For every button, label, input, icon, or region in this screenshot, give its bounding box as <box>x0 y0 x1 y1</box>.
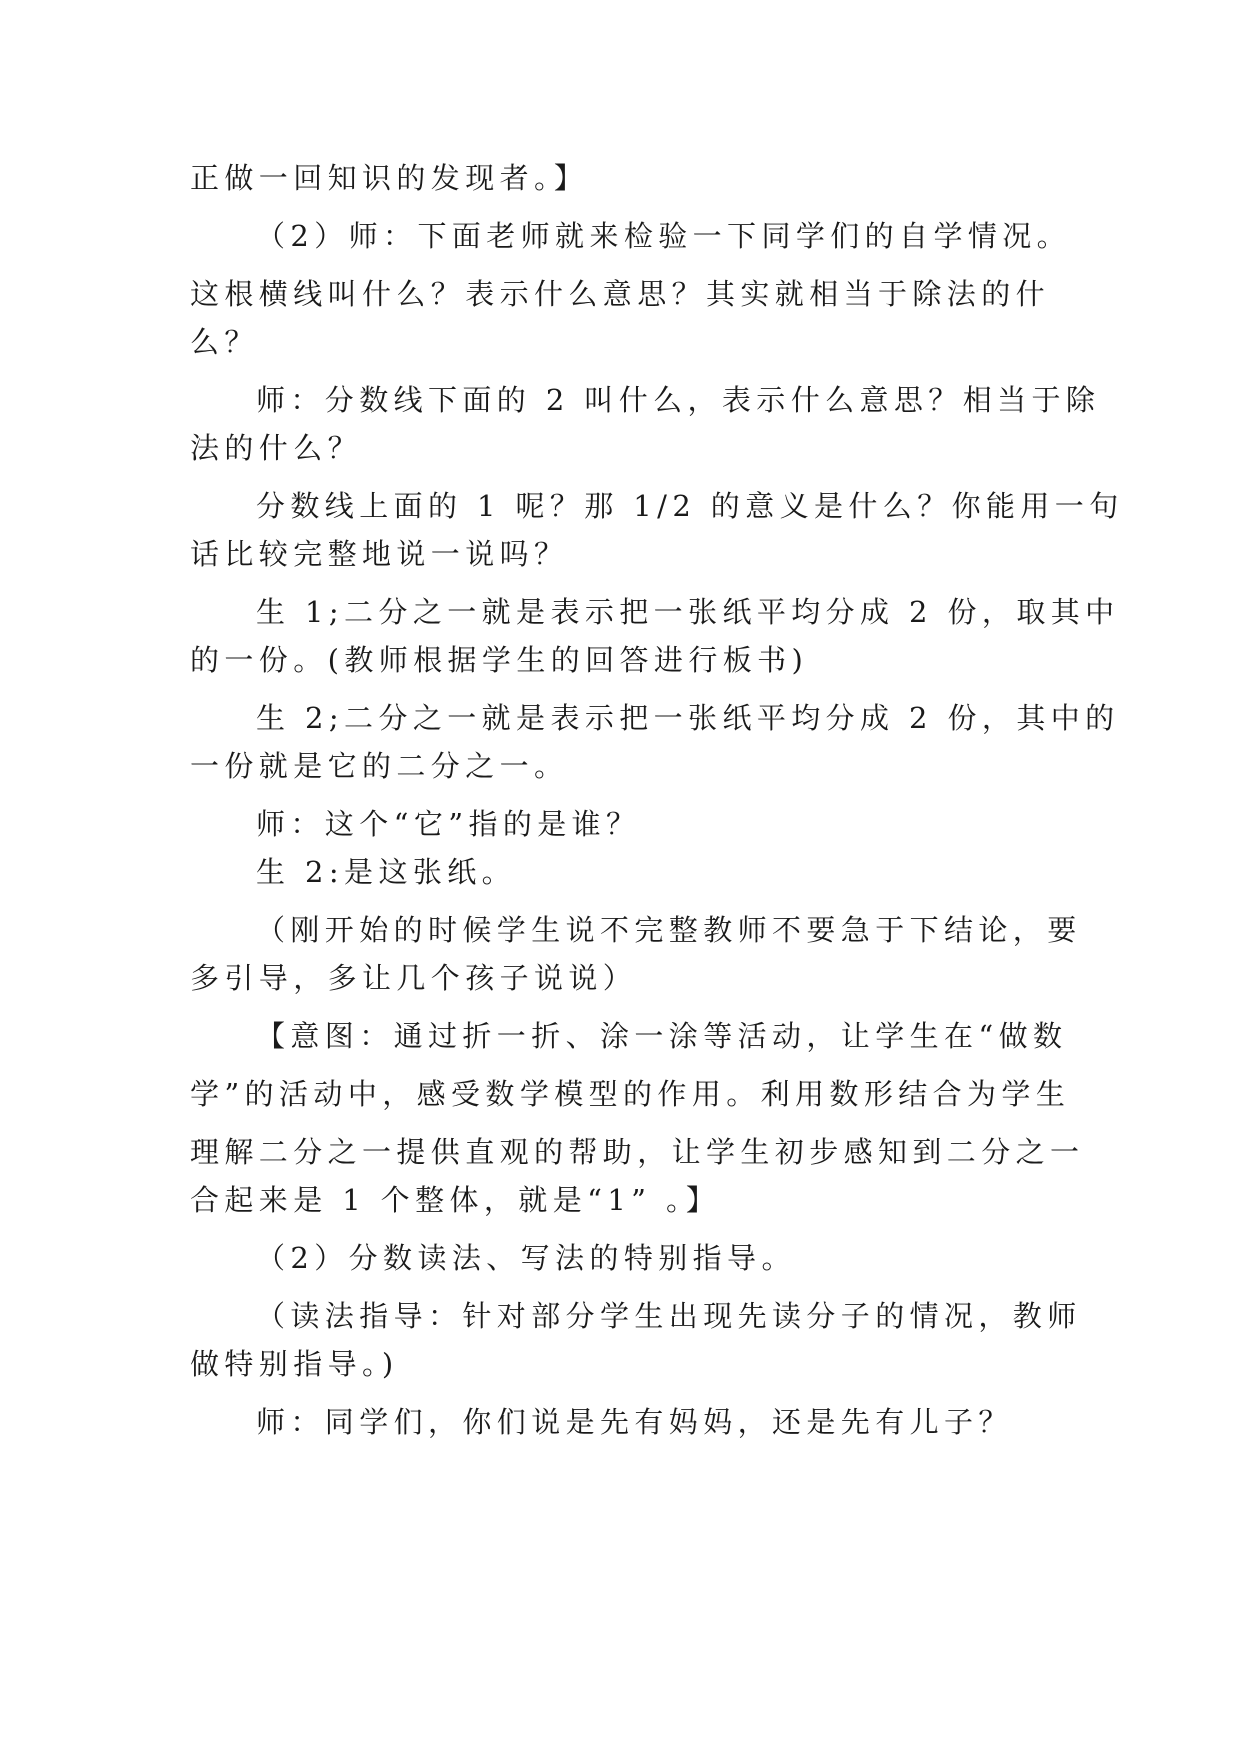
text-line: 师：分数线下面的 2 叫什么，表示什么意思？相当于除 <box>256 383 1101 417</box>
text-line: 多引导，多让几个孩子说说） <box>190 961 638 995</box>
text-line: （读法指导：针对部分学生出现先读分子的情况，教师 <box>256 1299 1082 1333</box>
text-line: 【意图：通过折一折、涂一涂等活动，让学生在“做数 <box>256 1019 1068 1053</box>
text-line: 学”的活动中，感受数学模型的作用。利用数形结合为学生 <box>190 1077 1071 1111</box>
text-line: 正做一回知识的发现者。】 <box>190 161 589 195</box>
text-line: 法的什么？ <box>190 431 363 465</box>
text-line: （2）分数读法、写法的特别指导。 <box>256 1241 796 1275</box>
text-line: 的一份。(教师根据学生的回答进行板书) <box>190 643 809 677</box>
text-line: 师：这个“它”指的是谁？ <box>256 807 641 841</box>
text-line: 做特别指导。) <box>190 1347 399 1381</box>
text-line: 合起来是 1 个整体，就是“1” 。】 <box>190 1183 721 1217</box>
text-line: 么？ <box>190 325 259 359</box>
text-line: 生 1;二分之一就是表示把一张纸平均分成 2 份，取其中 <box>256 595 1120 629</box>
text-line: 生 2;二分之一就是表示把一张纸平均分成 2 份，其中的 <box>256 701 1120 735</box>
text-line: 理解二分之一提供直观的帮助，让学生初步感知到二分之一 <box>190 1135 1085 1169</box>
text-line: 生 2:是这张纸。 <box>256 855 517 889</box>
text-line: （2）师：下面老师就来检验一下同学们的自学情况。 <box>256 219 1072 253</box>
text-line: 话比较完整地说一说吗？ <box>190 537 569 571</box>
text-line: 这根横线叫什么？表示什么意思？其实就相当于除法的什 <box>190 277 1051 311</box>
text-line: 师：同学们，你们说是先有妈妈，还是先有儿子？ <box>256 1405 1013 1439</box>
text-line: （刚开始的时候学生说不完整教师不要急于下结论，要 <box>256 913 1082 947</box>
text-line: 一份就是它的二分之一。 <box>190 749 569 783</box>
text-line: 分数线上面的 1 呢？那 1/2 的意义是什么？你能用一句 <box>256 489 1124 523</box>
